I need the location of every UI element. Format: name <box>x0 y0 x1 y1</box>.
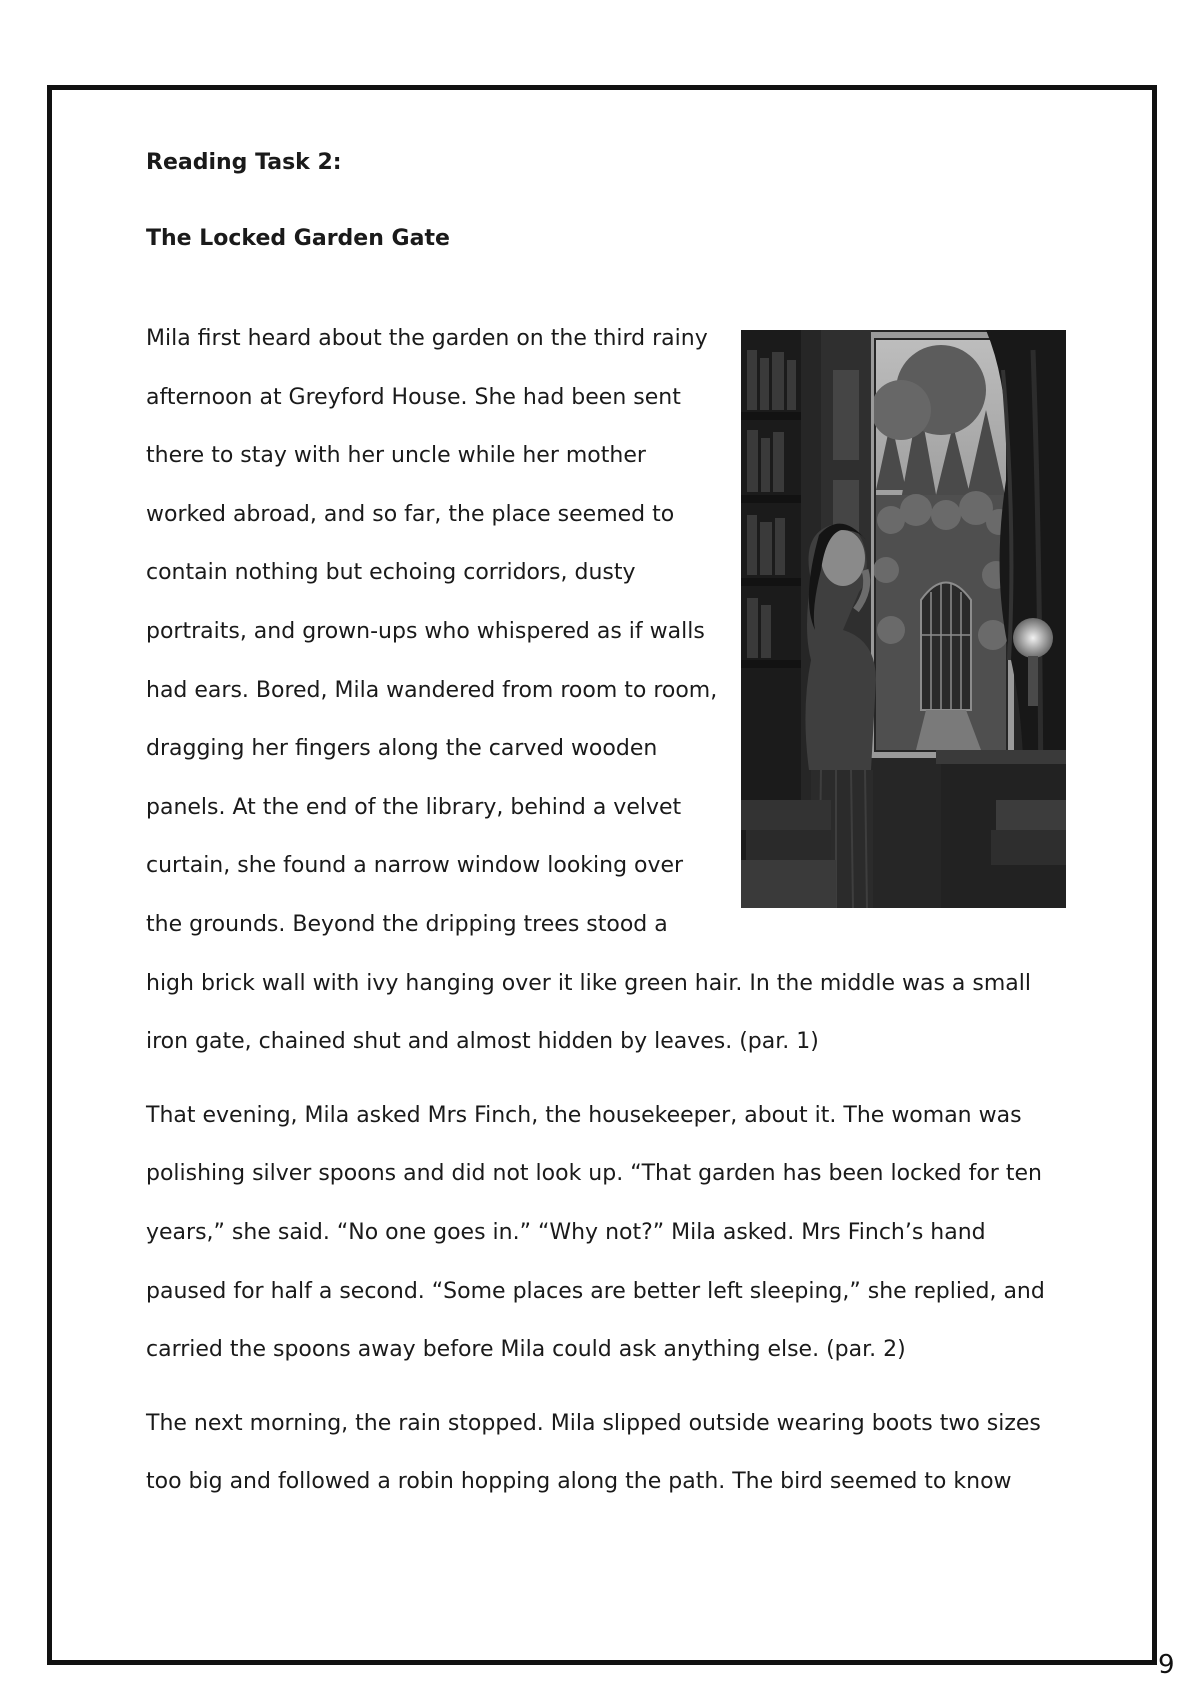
illustration-girl-at-window <box>741 330 1066 908</box>
paragraph-2: That evening, Mila asked Mrs Finch, the housekeeper, about it. The woman was polishing silver spoons and did not look up. “That garden has been locked for ten years,” she said. “No one goes in.” “Why not?” Mila asked. Mrs Finch’s hand paused for half a second. “Some places are better left sleeping,” she replied, and carried the spoons away before Mila could ask anything else. (par. 2) <box>146 1102 1045 1363</box>
story-title: The Locked Garden Gate <box>146 226 450 251</box>
paragraph-3: The next morning, the rain stopped. Mila slipped outside wearing boots two sizes too big and followed a robin hopping along the path. The bird seemed to know <box>146 1410 1041 1495</box>
paragraph-1: Mila first heard about the garden on the third rainy afternoon at Greyford House. She had been sent there to stay with her uncle while her mother worked abroad, and so far, the place seemed to contain nothing but echoing corridors, dusty portraits, and grown-ups who whispered as if walls had ears. Bored, Mila wandered from room to room, dragging her fingers along the carved wooden panels. At the end of the library, behind a velvet curtain, she found a narrow window looking over the grounds. Beyond the dripping trees stood a high brick wall with ivy hanging over it like green hair. In the middle was a small iron gate, chained shut and almost hidden by leaves. (par. 1) <box>146 326 1031 1055</box>
reading-task-content <box>146 148 1066 1512</box>
task-label: Reading Task 2: <box>146 150 342 175</box>
page-number: 9 <box>1158 1650 1175 1680</box>
